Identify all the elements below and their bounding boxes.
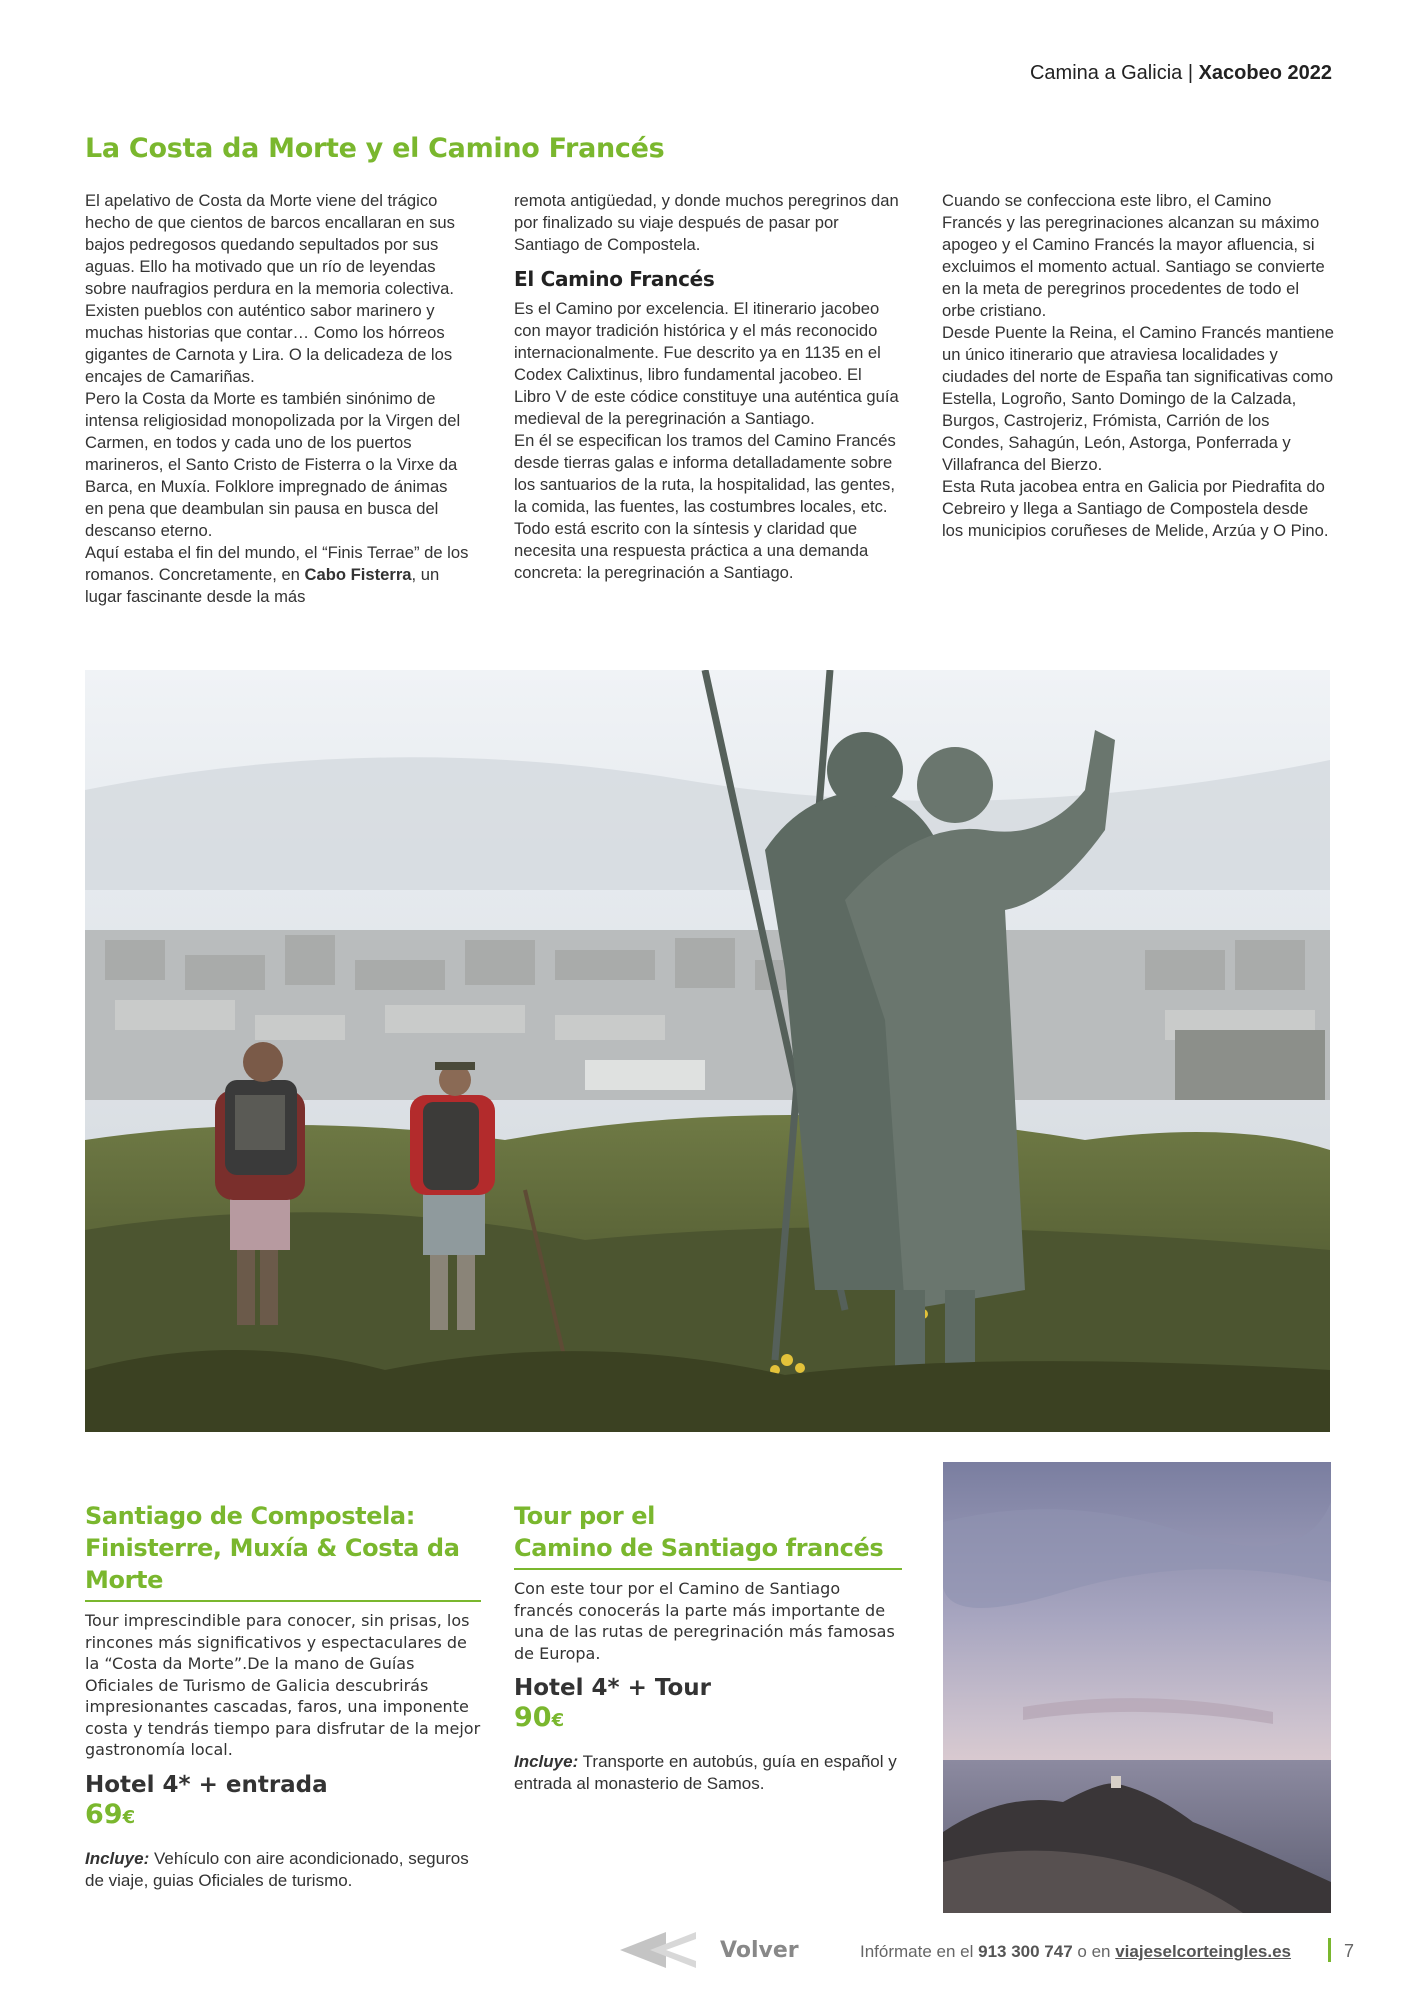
text-span: Aquí estaba el fin del mundo, el “Finis Terrae” de los romanos. Concretamente, en: [85, 543, 469, 584]
paragraph: Existen pueblos con auténtico sabor marinero y muchas historias que contar… Como los hórreos gigantes de Carnota y Lira. O la delicadeza de los encajes de Camariñas.: [85, 301, 453, 386]
offer-includes: [85, 1848, 481, 1892]
paragraph: En él se especifican los tramos del Camino Francés desde tierras galas e informa detalladamente sobre los santuarios de la ruta, la hospitalidad, las gentes, la comida, las fuentes, las costumbres locales, etc. Todo está escrito con la síntesis y claridad que necesita una respuesta práctica a una demanda concreta: la peregrinación a Santiago.: [514, 431, 896, 582]
includes-label: Incluye:: [85, 1848, 150, 1868]
text-column-2: [514, 190, 899, 584]
page-number: 7: [1344, 1941, 1355, 1961]
offer-price: [85, 1799, 481, 1834]
price-currency: €: [551, 1710, 565, 1731]
offer-includes: [514, 1751, 902, 1795]
contact-info: [860, 1942, 1291, 1962]
paragraph: remota antigüedad, y donde muchos peregrinos dan por finalizado su viaje después de pasar por Santiago de Compostela.: [514, 191, 899, 254]
header-edition: Xacobeo 2022: [1198, 62, 1332, 84]
offer-price: [514, 1702, 902, 1737]
phone-number[interactable]: 913 300 747: [978, 1942, 1073, 1961]
offer-title: [85, 1500, 481, 1602]
article-title: La Costa da Morte y el Camino Francés: [85, 133, 665, 164]
page-header: [1030, 62, 1332, 85]
offer-description: Con este tour por el Camino de Santiago francés conocerás la parte más importante de una de las rutas de peregrinación más famosas de Europa.: [514, 1579, 895, 1663]
offer-title: [514, 1500, 902, 1570]
paragraph: Esta Ruta jacobea entra en Galicia por Piedrafita do Cebreiro y llega a Santiago de Compostela desde los municipios coruñeses de Melide, Arzúa y O Pino.: [942, 477, 1329, 540]
paragraph: Cuando se confecciona este libro, el Camino Francés y las peregrinaciones alcanzan su máximo apogeo y el Camino Francés la mayor afluencia, si excluimos el momento actual. Santiago se convierte en la meta de peregrinos procedentes de todo el orbe cristiano.: [942, 191, 1325, 320]
text-column-1: [85, 190, 470, 608]
text-span: , un lugar fascinante desde la más: [85, 565, 440, 606]
bold-place-name: Cabo Fisterra: [304, 565, 412, 584]
includes-text: Transporte en autobús, guía en español y entrada al monasterio de Samos.: [514, 1752, 897, 1793]
paragraph: El apelativo de Costa da Morte viene del trágico hecho de que cientos de barcos encallaran en sus bajos pedregosos quedando sepultados por sus aguas. Ello ha motivado que un río de leyendas sobre naufragios perdura en la memoria colectiva.: [85, 191, 455, 298]
pilgrims-monument-photo: [85, 670, 1330, 1432]
offer-hotel: Hotel 4* + entrada: [85, 1771, 328, 1798]
footer-divider: [1328, 1938, 1331, 1962]
header-separator: |: [1182, 62, 1199, 84]
photo-illustration: [85, 670, 1330, 1432]
offer-title-line-2: Camino de Santiago francés: [514, 1534, 884, 1562]
website-link[interactable]: viajeselcorteingles.es: [1115, 1942, 1291, 1961]
paragraph: Desde Puente la Reina, el Camino Francés mantiene un único itinerario que atraviesa localidades y ciudades del norte de España tan significativas como Estella, Logroño, Santo Domingo de la Calzada, Burgos, Castrojeriz, Frómista, Carrión de los Condes, Sahagún, León, Astorga, Ponferrada y Villafranca del Bierzo.: [942, 323, 1335, 474]
info-prefix: Infórmate en el: [860, 1942, 979, 1961]
finisterre-coast-photo: [943, 1462, 1331, 1913]
back-label: Volver: [720, 1937, 799, 1963]
offer-title-line-1: Santiago de Compostela:: [85, 1502, 415, 1530]
paragraph: Es el Camino por excelencia. El itinerario jacobeo con mayor tradición histórica y el más reconocido internacionalmente. Fue descrito ya en 1135 en el Codex Calixtinus, libro fundamental jacobeo. El Libro V de este códice constituye una auténtica guía medieval de la peregrinación a Santiago.: [514, 299, 899, 428]
double-left-arrow-icon: [620, 1930, 712, 1970]
section-subtitle: El Camino Francés: [514, 267, 715, 291]
text-column-3: [942, 190, 1334, 542]
back-button[interactable]: [620, 1930, 799, 1970]
price-currency: €: [122, 1806, 136, 1828]
includes-text: Vehículo con aire acondicionado, seguros de viaje, guias Oficiales de turismo.: [85, 1848, 469, 1890]
coast-illustration: [943, 1462, 1331, 1913]
info-mid: o en: [1072, 1942, 1116, 1961]
offer-title-line-2: Finisterre, Muxía & Costa da Morte: [85, 1534, 460, 1594]
includes-label: Incluye:: [514, 1752, 579, 1771]
paragraph: [85, 542, 470, 608]
offer-description: Tour imprescindible para conocer, sin prisas, los rincones más significativos y espectaculares de la “Costa da Morte”.De la mano de Guías Oficiales de Turismo de Galicia descubrirás impresionantes cascadas, faros, una imponente costa y tendrás tiempo para disfrutar de la mejor gastronomía local.: [85, 1611, 481, 1759]
offer-card-finisterre: [85, 1500, 481, 1892]
price-value: 90: [514, 1702, 552, 1733]
offer-hotel: Hotel 4* + Tour: [514, 1675, 712, 1701]
paragraph: Pero la Costa da Morte es también sinónimo de intensa religiosidad monopolizada por la Virgen del Carmen, en todos y cada uno de los puertos marineros, el Santo Cristo de Fisterra o la Virxe da Barca, en Muxía. Folklore impregnado de ánimas en pena que deambulan sin pausa en busca del descanso eterno.: [85, 389, 461, 540]
price-value: 69: [85, 1798, 123, 1830]
offer-card-camino-frances: [514, 1500, 902, 1795]
header-prefix: Camina a Galicia: [1029, 62, 1183, 84]
offer-title-line-1: Tour por el: [514, 1502, 655, 1530]
